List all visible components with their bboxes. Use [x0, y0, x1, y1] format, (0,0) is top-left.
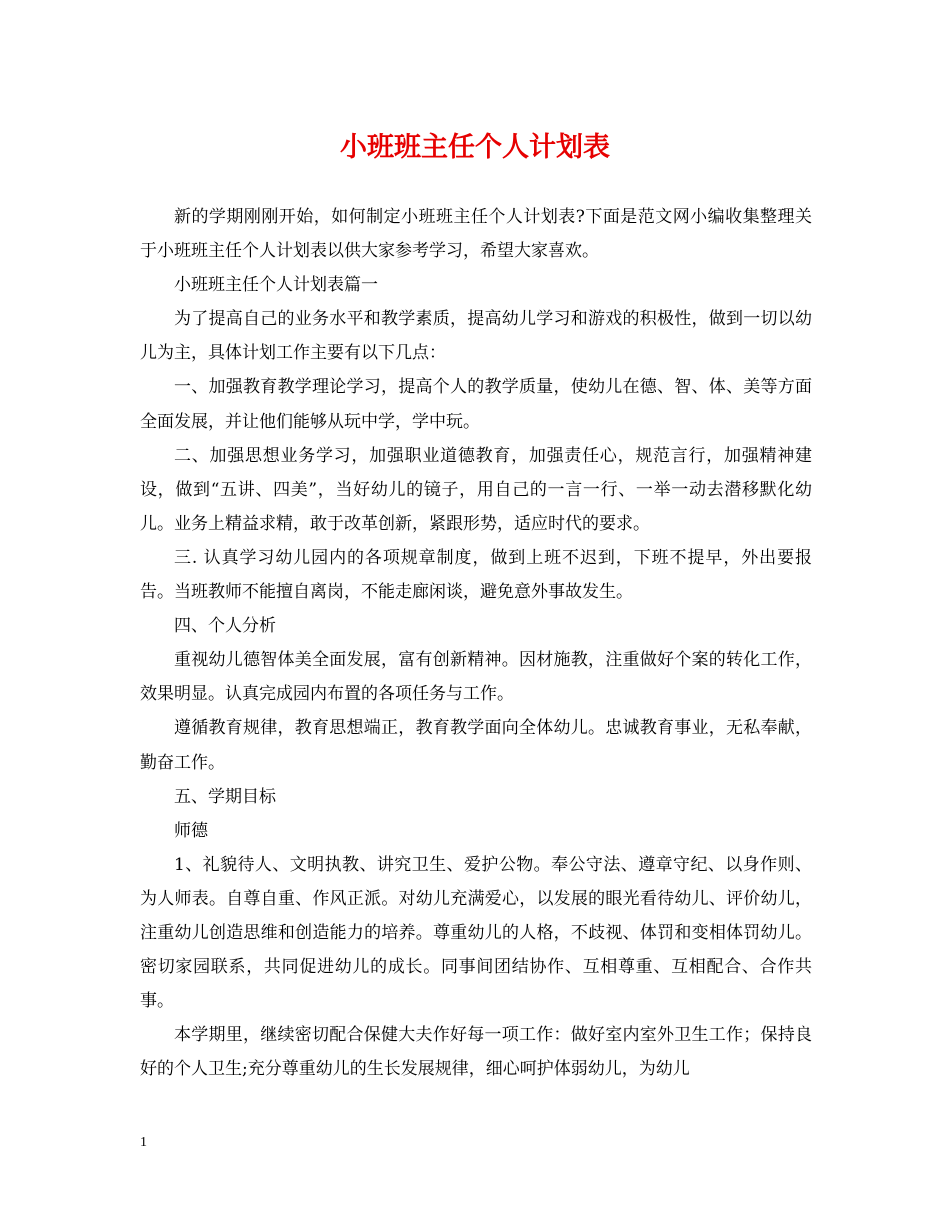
document-title: 小班班主任个人计划表	[340, 132, 610, 163]
paragraph: 四、个人分析	[174, 616, 276, 637]
paragraph: 三. 认真学习幼儿园内的各项规章制度，做到上班不迟到，下班不提早，外出要报告。当班教师不能擅自离岗，不能走廊闲谈，避免意外事故发生。	[140, 547, 812, 603]
page-number: 1	[140, 1135, 147, 1150]
paragraph: 师德	[174, 820, 208, 841]
paragraph: 1、礼貌待人、文明执教、讲究卫生、爱护公物。奉公守法、遵章守纪、以身作则、为人师表。自尊自重、作风正派。对幼儿充满爱心，以发展的眼光看待幼儿、评价幼儿，注重幼儿创造思维和创造能力的培养。尊重幼儿的人格，不歧视、体罚和变相体罚幼儿。密切家园联系，共同促进幼儿的成长。同事间团结协作、互相尊重、互相配合、合作共事。	[140, 854, 812, 1012]
paragraph: 新的学期刚刚开始，如何制定小班班主任个人计划表?下面是范文网小编收集整理关于小班班主任个人计划表以供大家参考学习，希望大家喜欢。	[140, 207, 812, 262]
document-body	[140, 200, 812, 1086]
paragraph: 小班班主任个人计划表篇一	[174, 275, 378, 296]
paragraph: 一、加强教育教学理论学习，提高个人的教学质量，使幼儿在德、智、体、美等方面全面发展，并让他们能够从玩中学，学中玩。	[140, 377, 812, 432]
paragraph: 遵循教育规律，教育思想端正，教育教学面向全体幼儿。忠诚教育事业，无私奉献，勤奋工作。	[140, 718, 812, 773]
paragraph: 重视幼儿德智体美全面发展，富有创新精神。因材施教，注重做好个案的转化工作，效果明显。认真完成园内布置的各项任务与工作。	[140, 650, 812, 705]
paragraph: 二、加强思想业务学习，加强职业道德教育，加强责任心，规范言行，加强精神建设，做到“五讲、四美”，当好幼儿的镜子，用自己的一言一行、一举一动去潜移默化幼儿。业务上精益求精，敢于改革创新，紧跟形势，适应时代的要求。	[140, 445, 812, 534]
paragraph: 五、学期目标	[174, 786, 276, 807]
paragraph: 为了提高自己的业务水平和教学素质，提高幼儿学习和游戏的积极性，做到一切以幼儿为主，具体计划工作主要有以下几点：	[140, 309, 812, 364]
paragraph: 本学期里，继续密切配合保健大夫作好每一项工作：做好室内室外卫生工作；保持良好的个人卫生;充分尊重幼儿的生长发展规律，细心呵护体弱幼儿，为幼儿	[140, 1025, 812, 1080]
